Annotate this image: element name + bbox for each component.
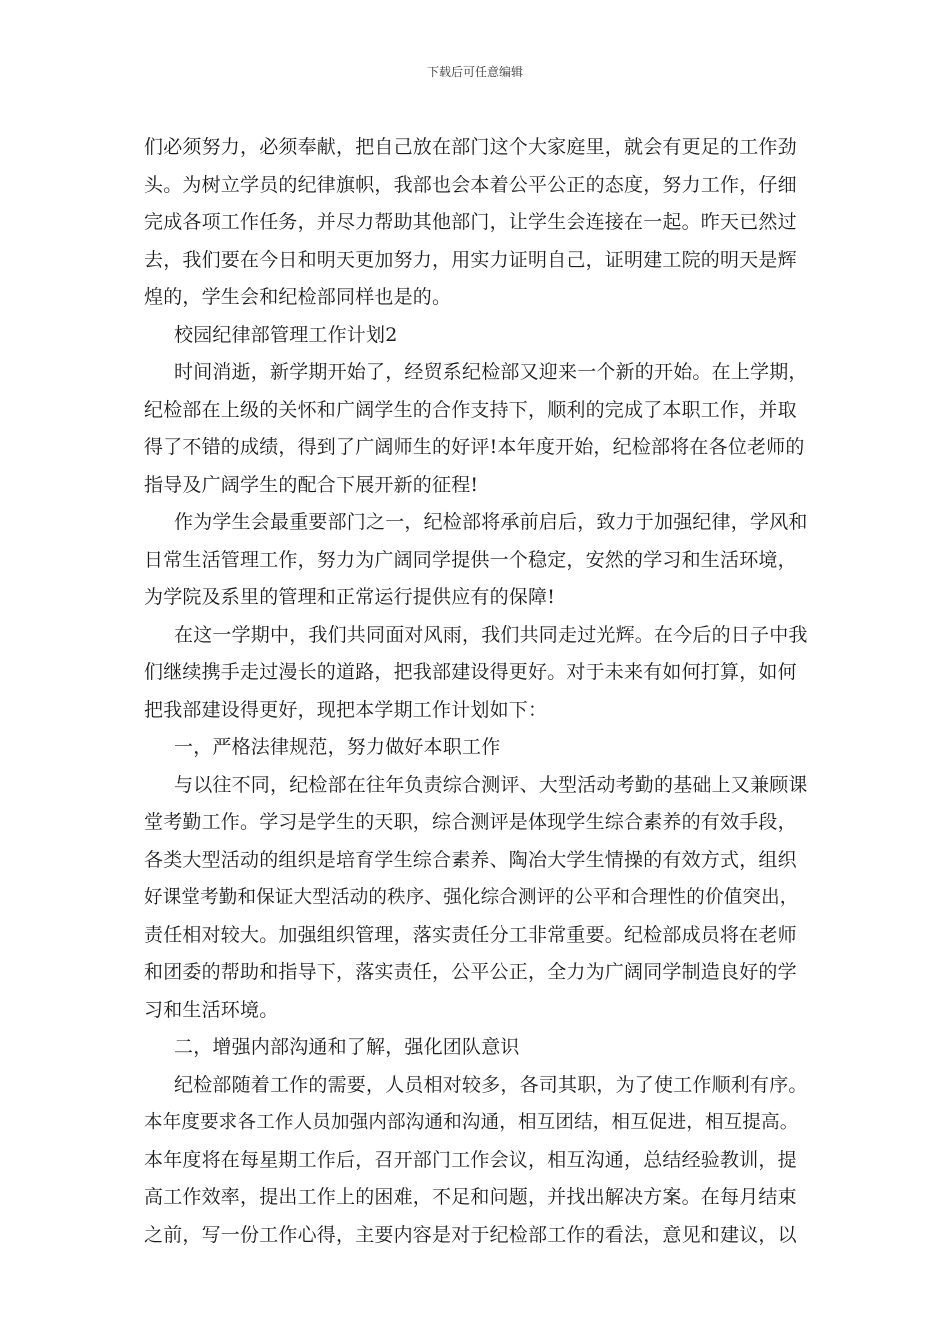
text-line: 们必须努力，必须奉献，把自己放在部门这个大家庭里，就会有更足的工作劲 (144, 136, 797, 158)
text-line: 二，增强内部沟通和了解，强化团队意识 (174, 1036, 520, 1058)
text-line: 去，我们要在今日和明天更加努力，用实力证明自己，证明建工院的明天是辉 (144, 248, 797, 271)
text-line: 头。为树立学员的纪律旗帜，我部也会本着公平公正的态度，努力工作，仔细 (144, 173, 797, 196)
text-line: 和团委的帮助和指导下，落实责任，公平公正，全力为广阔同学制造良好的学 (144, 961, 797, 983)
text-line: 得了不错的成绩，得到了广阔师生的好评!本年度开始，纪检部将在各位老师的 (144, 436, 805, 458)
text-line: 责任相对较大。加强组织管理，落实责任分工非常重要。纪检部成员将在老师 (144, 923, 797, 946)
text-line: 好课堂考勤和保证大型活动的秩序、强化综合测评的公平和合理性的价值突出， (144, 887, 799, 908)
text-line: 习和生活环境。 (144, 998, 279, 1021)
text-line: 之前，写一份工作心得，主要内容是对于纪检部工作的看法，意见和建议，以 (144, 1223, 797, 1246)
text-line: 一，严格法律规范，努力做好本职工作 (174, 736, 501, 758)
text-line: 们继续携手走过漫长的道路，把我部建设得更好。对于未来有如何打算，如何 (144, 661, 797, 683)
text-line: 纪检部随着工作的需要，人员相对较多，各司其职，为了使工作顺利有序。 (174, 1073, 808, 1096)
text-line: 作为学生会最重要部门之一，纪检部将承前启后，致力于加强纪律，学风和 (174, 511, 808, 533)
text-line: 煌的，学生会和纪检部同样也是的。 (144, 286, 452, 308)
page-header: 下载后可任意编辑 (426, 65, 523, 79)
text-line: 本年度要求各工作人员加强内部沟通和沟通，相互团结，相互促进，相互提高。 (144, 1112, 799, 1133)
text-line: 在这一学期中，我们共同面对风雨，我们共同走过光辉。在今后的日子中我 (174, 623, 808, 646)
text-line: 完成各项工作任务，并尽力帮助其他部门，让学生会连接在一起。昨天已然过 (144, 211, 797, 233)
text-line: 为学院及系里的管理和正常运行提供应有的保障! (144, 586, 556, 608)
text-line: 各类大型活动的组织是培育学生综合素养、陶冶大学生情操的有效方式，组织 (144, 848, 797, 871)
text-line: 指导及广阔学生的配合下展开新的征程! (144, 473, 479, 496)
text-line: 日常生活管理工作，努力为广阔同学提供一个稳定，安然的学习和生活环境， (144, 548, 797, 571)
text-line: 时间消逝，新学期开始了，经贸系纪检部又迎来一个新的开始。在上学期， (174, 361, 808, 383)
text-line: 校园纪律部管理工作计划2 (174, 323, 398, 346)
body-text (144, 129, 810, 1254)
text-line: 把我部建设得更好，现把本学期工作计划如下： (144, 698, 548, 721)
text-line: 本年度将在每星期工作后，召开部门工作会议，相互沟通，总结经验教训，提 (144, 1148, 797, 1171)
text-line: 与以往不同，纪检部在往年负责综合测评、大型活动考勤的基础上又兼顾课 (174, 773, 808, 796)
text-line: 高工作效率，提出工作上的困难，不足和问题，并找出解决方案。在每月结束 (144, 1186, 797, 1208)
text-line: 纪检部在上级的关怀和广阔学生的合作支持下，顺利的完成了本职工作，并取 (144, 398, 797, 421)
text-line: 堂考勤工作。学习是学生的天职，综合测评是体现学生综合素养的有效手段， (144, 811, 797, 833)
